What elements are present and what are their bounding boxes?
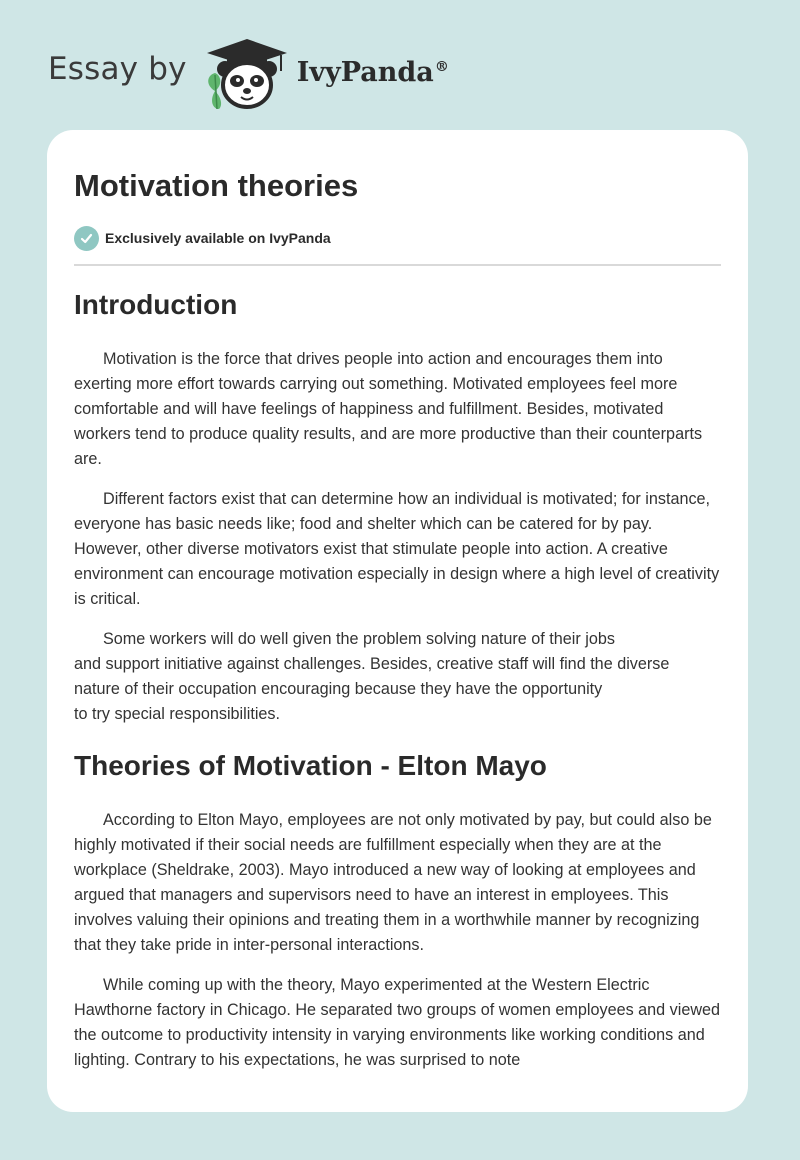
paragraph: [74, 627, 721, 727]
site-header: [48, 34, 449, 114]
section-heading-theories: Theories of Motivation - Elton Mayo: [74, 750, 547, 781]
paragraph-line: and support initiative against challenges. Besides, creative staff will find the diverse: [74, 655, 670, 673]
paragraph: While coming up with the theory, Mayo experimented at the Western Electric Hawthorne factory in Chicago. He separated two groups of women employees and viewed the outcome to productivity intensity in varying environments like working conditions and lighting. Contrary to his expectations, he was surprised to note: [74, 976, 721, 1069]
registered-mark: ®: [434, 58, 449, 75]
paragraph: Different factors exist that can determine how an individual is motivated; for instance, everyone has basic needs like; food and shelter which can be catered for by pay. However, other diverse motivators exist that stimulate people into action. A creative environment can encourage motivation especially in design where a high level of creativity is critical.: [74, 490, 720, 608]
exclusive-badge: [74, 225, 721, 251]
essay-card: [47, 130, 748, 1112]
paragraph-line: nature of their occupation encouraging because they have the opportunity: [74, 680, 603, 698]
paragraph-line: to try special responsibilities.: [74, 705, 281, 723]
brand-name[interactable]: [297, 57, 449, 88]
badge-label: Exclusively available on IvyPanda: [105, 230, 331, 246]
essay-by-label: Essay by: [48, 51, 187, 87]
page-title: Motivation theories: [74, 168, 359, 203]
paragraph-line: Some workers will do well given the problem solving nature of their jobs: [103, 630, 615, 648]
panda-logo-icon[interactable]: [201, 35, 293, 113]
section-heading-introduction: Introduction: [74, 289, 238, 320]
title-divider: [74, 264, 721, 266]
check-icon: [74, 226, 99, 251]
paragraph: According to Elton Mayo, employees are not only motivated by pay, but could also be highly motivated if their social needs are fulfillment especially when they are at the workplace (Sheldrake, 2003). Mayo introduced a new way of looking at employees and argued that managers and supervisors need to have an interest in employees. This involves valuing their opinions and treating them in a worthwhile manner by recognizing that they take pride in inter-personal interactions.: [74, 811, 712, 954]
paragraph: Motivation is the force that drives people into action and encourages them into exerting more effort towards carrying out something. Motivated employees feel more comfortable and will have feelings of happiness and fulfillment. Besides, motivated workers tend to produce quality results, and are more productive than their counterparts are.: [74, 350, 703, 468]
brand-name-text: IvyPanda: [296, 56, 434, 88]
